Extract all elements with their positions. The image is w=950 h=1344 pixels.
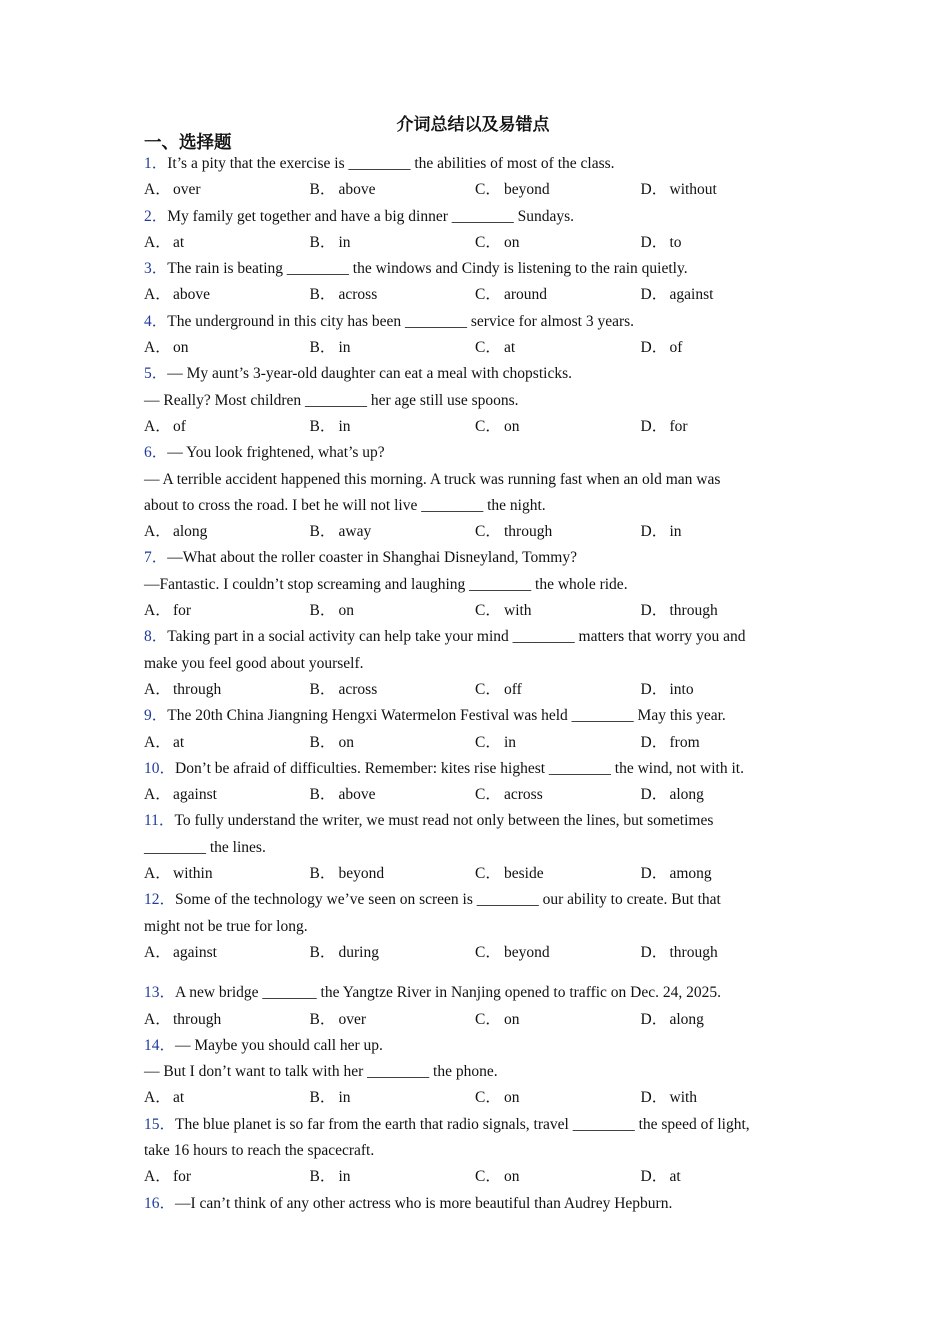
question-stem [144, 756, 814, 782]
question-text: The blue planet is so far from the earth that radio signals, travel ________ the speed of light, [175, 1115, 750, 1133]
option-letter: C． [475, 339, 501, 357]
option-text: for [173, 602, 192, 620]
option-letter: A． [144, 602, 171, 620]
answer-option[interactable] [641, 940, 807, 966]
option-text: with [504, 602, 532, 620]
question-number: 3． [144, 260, 168, 278]
question-number: 8． [144, 628, 168, 646]
answer-option[interactable] [475, 861, 641, 887]
question-stem-continued [144, 651, 814, 677]
option-letter: C． [475, 417, 501, 435]
question-stem [144, 309, 814, 335]
answer-option[interactable] [144, 940, 310, 966]
answer-option[interactable] [144, 1164, 310, 1190]
question-stem [144, 204, 814, 230]
question-text: To fully understand the writer, we must read not only between the lines, but sometimes [174, 812, 714, 830]
question-stem [144, 1033, 814, 1059]
question-number: 13． [144, 984, 176, 1002]
answer-option[interactable] [310, 940, 476, 966]
option-letter: D． [640, 786, 668, 804]
question-text: take 16 hours to reach the spacecraft. [144, 1141, 375, 1159]
answer-option[interactable] [475, 940, 641, 966]
question-text: — A terrible accident happened this morning. A truck was running fast when an old man was [144, 470, 721, 488]
question [144, 624, 814, 703]
answer-option[interactable] [144, 730, 310, 756]
answer-option[interactable] [144, 861, 310, 887]
question-stem [144, 1112, 814, 1138]
answer-option[interactable] [641, 1085, 807, 1111]
question-number: 5． [144, 365, 168, 383]
option-text: on [504, 233, 520, 251]
option-text: on [504, 417, 520, 435]
option-text: above [173, 286, 211, 304]
answer-option[interactable] [475, 730, 641, 756]
answer-option[interactable] [641, 1007, 807, 1033]
option-text: through [669, 602, 718, 620]
answer-option[interactable] [475, 677, 641, 703]
option-text: along [669, 1010, 704, 1028]
question-text: A new bridge _______ the Yangtze River in Nanjing opened to traffic on Dec. 24, 2025. [175, 984, 721, 1002]
option-letter: D． [640, 181, 668, 199]
option-letter: A． [144, 733, 171, 751]
option-letter: C． [475, 233, 501, 251]
question-text: —What about the roller coaster in Shanghai Disneyland, Tommy? [167, 549, 577, 567]
option-text: across [338, 680, 378, 698]
answer-option[interactable] [641, 1164, 807, 1190]
question [144, 887, 814, 966]
question [144, 808, 814, 887]
options-row [144, 519, 814, 545]
answer-option[interactable] [310, 177, 476, 203]
options-row [144, 177, 814, 203]
question-stem-continued [144, 467, 814, 493]
option-letter: C． [475, 1089, 501, 1107]
option-letter: C． [475, 943, 501, 961]
option-text: at [173, 233, 185, 251]
option-letter: D． [640, 865, 668, 883]
question-number: 15． [144, 1115, 176, 1133]
answer-option[interactable] [310, 335, 476, 361]
question-text: make you feel good about yourself. [144, 654, 364, 672]
option-letter: C． [475, 286, 501, 304]
option-text: in [338, 233, 351, 251]
options-row [144, 782, 814, 808]
answer-option[interactable] [310, 1085, 476, 1111]
answer-option[interactable] [144, 1007, 310, 1033]
option-text: against [669, 286, 714, 304]
question-text: Taking part in a social activity can help take your mind ________ matters that worry you and [167, 628, 746, 646]
question-number: 9． [144, 707, 168, 725]
answer-option[interactable] [144, 414, 310, 440]
option-text: from [669, 733, 700, 751]
question-stem-continued [144, 1138, 814, 1164]
option-letter: C． [475, 523, 501, 541]
option-letter: D． [640, 417, 668, 435]
answer-option[interactable] [641, 230, 807, 256]
options-row [144, 861, 814, 887]
answer-option[interactable] [475, 1164, 641, 1190]
option-letter: A． [144, 181, 171, 199]
question-text: — You look frightened, what’s up? [167, 444, 385, 462]
question [144, 980, 814, 1033]
option-letter: D． [640, 233, 668, 251]
option-letter: B． [309, 865, 336, 883]
option-text: across [504, 786, 543, 804]
option-letter: D． [640, 943, 668, 961]
option-text: at [504, 339, 516, 357]
option-text: for [173, 1168, 192, 1186]
answer-option[interactable] [310, 230, 476, 256]
option-letter: A． [144, 233, 171, 251]
option-text: among [669, 865, 712, 883]
option-letter: C． [475, 865, 501, 883]
section-heading: 一、选择题 [144, 132, 232, 152]
answer-option[interactable] [475, 1007, 641, 1033]
question-stem-continued [144, 835, 814, 861]
option-letter: D． [640, 1010, 668, 1028]
answer-option[interactable] [641, 335, 807, 361]
question-text: The underground in this city has been ________ service for almost 3 years. [167, 312, 635, 330]
answer-option[interactable] [310, 1164, 476, 1190]
question-number: 10． [144, 759, 176, 777]
question-stem [144, 703, 814, 729]
option-text: in [338, 339, 351, 357]
question-stem [144, 980, 814, 1006]
option-text: on [504, 1089, 520, 1107]
question-list [144, 151, 814, 1217]
answer-option[interactable] [641, 282, 807, 308]
question-text: My family get together and have a big dinner ________ Sundays. [167, 207, 575, 225]
option-text: on [338, 602, 354, 620]
option-text: in [669, 523, 682, 541]
question [144, 1112, 814, 1191]
option-text: of [669, 339, 683, 357]
question-number: 16． [144, 1194, 176, 1212]
option-letter: A． [144, 865, 171, 883]
answer-option[interactable] [144, 335, 310, 361]
option-letter: C． [475, 733, 501, 751]
answer-option[interactable] [310, 1007, 476, 1033]
answer-option[interactable] [475, 282, 641, 308]
option-text: beyond [504, 181, 550, 199]
answer-option[interactable] [475, 519, 641, 545]
question-number: 2． [144, 207, 168, 225]
question-text: —I can’t think of any other actress who is more beautiful than Audrey Hepburn. [175, 1194, 673, 1212]
answer-option[interactable] [310, 861, 476, 887]
option-text: of [173, 417, 186, 435]
answer-option[interactable] [310, 519, 476, 545]
answer-option[interactable] [144, 677, 310, 703]
question [144, 703, 814, 756]
option-text: through [504, 523, 553, 541]
option-text: to [669, 233, 682, 251]
answer-option[interactable] [475, 782, 641, 808]
question-number: 4． [144, 312, 168, 330]
answer-option[interactable] [475, 598, 641, 624]
option-letter: C． [475, 1168, 501, 1186]
answer-option[interactable] [641, 519, 807, 545]
answer-option[interactable] [641, 598, 807, 624]
answer-option[interactable] [641, 730, 807, 756]
option-letter: A． [144, 339, 171, 357]
option-letter: D． [640, 1168, 668, 1186]
option-text: through [669, 943, 718, 961]
option-letter: A． [144, 1010, 171, 1028]
question-stem [144, 624, 814, 650]
option-text: along [173, 523, 208, 541]
question-text: — Maybe you should call her up. [175, 1036, 383, 1054]
answer-option[interactable] [475, 177, 641, 203]
question-stem [144, 1191, 814, 1217]
option-text: beside [504, 865, 544, 883]
question-text: about to cross the road. I bet he will not live ________ the night. [144, 496, 546, 514]
option-text: across [338, 286, 378, 304]
option-letter: B． [309, 339, 336, 357]
option-text: beyond [338, 865, 385, 883]
option-letter: B． [309, 1168, 336, 1186]
option-text: within [173, 865, 213, 883]
question-text: — Really? Most children ________ her age still use spoons. [144, 391, 519, 409]
answer-option[interactable] [475, 230, 641, 256]
question-text: might not be true for long. [144, 917, 308, 935]
option-letter: B． [309, 943, 336, 961]
option-letter: B． [309, 1010, 336, 1028]
option-text: on [504, 1168, 520, 1186]
option-letter: A． [144, 523, 171, 541]
option-letter: A． [144, 943, 171, 961]
question-text: Some of the technology we’ve seen on screen is ________ our ability to create. But that [175, 891, 721, 909]
question-stem-continued [144, 493, 814, 519]
question-text: — My aunt’s 3-year-old daughter can eat a meal with chopsticks. [167, 365, 572, 383]
answer-option[interactable] [144, 1085, 310, 1111]
answer-option[interactable] [641, 782, 807, 808]
answer-option[interactable] [144, 282, 310, 308]
options-row [144, 282, 814, 308]
option-letter: B． [309, 417, 336, 435]
question-stem-continued [144, 1059, 814, 1085]
option-letter: B． [309, 286, 336, 304]
question [144, 756, 814, 809]
question [144, 1191, 814, 1217]
answer-option[interactable] [144, 519, 310, 545]
option-letter: D． [640, 680, 668, 698]
option-text: off [504, 680, 522, 698]
options-row [144, 1085, 814, 1111]
option-letter: B． [309, 733, 336, 751]
option-text: during [338, 943, 379, 961]
options-row [144, 1007, 814, 1033]
option-text: for [669, 417, 688, 435]
option-letter: B． [309, 1089, 336, 1107]
option-text: at [173, 733, 185, 751]
answer-option[interactable] [641, 414, 807, 440]
option-text: over [338, 1010, 367, 1028]
option-letter: D． [640, 602, 668, 620]
question-text: ________ the lines. [144, 838, 266, 856]
options-row [144, 940, 814, 966]
options-row [144, 230, 814, 256]
question-text: —Fantastic. I couldn’t stop screaming and laughing ________ the whole ride. [144, 575, 628, 593]
question [144, 204, 814, 257]
option-text: at [669, 1168, 681, 1186]
question-stem-continued [144, 388, 814, 414]
question-number: 6． [144, 444, 168, 462]
question-number: 14． [144, 1036, 176, 1054]
question-stem [144, 887, 814, 913]
answer-option[interactable] [475, 414, 641, 440]
option-letter: C． [475, 680, 501, 698]
question-stem [144, 361, 814, 387]
question-number: 11． [144, 812, 175, 830]
document-title: 介词总结以及易错点 [396, 115, 550, 134]
option-text: on [504, 1010, 520, 1028]
option-text: without [669, 181, 717, 199]
question-stem [144, 256, 814, 282]
answer-option[interactable] [475, 1085, 641, 1111]
option-letter: D． [640, 339, 668, 357]
options-row [144, 1164, 814, 1190]
question-text: Don’t be afraid of difficulties. Remember: kites rise highest ________ the wind, not with it. [175, 759, 744, 777]
option-letter: A． [144, 786, 171, 804]
option-letter: B． [309, 181, 336, 199]
question-text: It’s a pity that the exercise is ________ the abilities of most of the class. [167, 155, 615, 172]
option-text: in [504, 733, 517, 751]
answer-option[interactable] [310, 414, 476, 440]
question [144, 309, 814, 362]
option-letter: B． [309, 233, 336, 251]
document-page [144, 112, 814, 1217]
answer-option[interactable] [641, 677, 807, 703]
options-row [144, 414, 814, 440]
option-letter: B． [309, 602, 336, 620]
options-row [144, 677, 814, 703]
question-text: — But I don’t want to talk with her ________ the phone. [144, 1063, 498, 1081]
option-text: above [338, 786, 376, 804]
spacer [144, 966, 814, 980]
question-number: 7． [144, 549, 168, 567]
option-text: on [338, 733, 354, 751]
question-text: The 20th China Jiangning Hengxi Watermelon Festival was held ________ May this year. [167, 707, 726, 725]
option-text: into [669, 680, 694, 698]
answer-option[interactable] [310, 782, 476, 808]
option-letter: A． [144, 286, 171, 304]
option-text: along [669, 786, 704, 804]
option-text: against [173, 943, 217, 961]
option-letter: D． [640, 1089, 668, 1107]
question-stem [144, 808, 814, 834]
option-letter: D． [640, 286, 668, 304]
answer-option[interactable] [144, 782, 310, 808]
options-row [144, 335, 814, 361]
question-text: The rain is beating ________ the windows and Cindy is listening to the rain quietly. [167, 260, 688, 278]
option-letter: C． [475, 181, 501, 199]
question [144, 361, 814, 440]
answer-option[interactable] [310, 730, 476, 756]
option-text: on [173, 339, 189, 357]
answer-option[interactable] [641, 177, 807, 203]
question [144, 1033, 814, 1112]
option-text: around [504, 286, 548, 304]
question [144, 256, 814, 309]
option-text: in [338, 1168, 351, 1186]
option-letter: D． [640, 523, 668, 541]
option-text: beyond [504, 943, 550, 961]
option-letter: C． [475, 786, 501, 804]
option-letter: B． [309, 523, 336, 541]
option-letter: A． [144, 1168, 171, 1186]
answer-option[interactable] [310, 677, 476, 703]
answer-option[interactable] [144, 177, 310, 203]
question-number: 1． [144, 155, 168, 172]
answer-option[interactable] [144, 230, 310, 256]
option-letter: C． [475, 602, 501, 620]
option-text: away [338, 523, 372, 541]
question-stem-continued [144, 914, 814, 940]
option-letter: B． [309, 786, 336, 804]
option-text: through [173, 680, 222, 698]
question [144, 440, 814, 545]
option-letter: C． [475, 1010, 501, 1028]
question [144, 151, 814, 204]
options-row [144, 598, 814, 624]
option-text: through [173, 1010, 222, 1028]
answer-option[interactable] [475, 335, 641, 361]
question-stem-continued [144, 572, 814, 598]
option-letter: A． [144, 417, 171, 435]
option-letter: A． [144, 680, 171, 698]
option-letter: A． [144, 1089, 171, 1107]
question [144, 545, 814, 624]
option-letter: B． [309, 680, 336, 698]
options-row [144, 730, 814, 756]
option-text: above [338, 181, 376, 199]
question-number: 12． [144, 891, 176, 909]
option-text: at [173, 1089, 185, 1107]
question-stem [144, 545, 814, 571]
option-text: in [338, 417, 351, 435]
option-text: with [669, 1089, 698, 1107]
answer-option[interactable] [641, 861, 807, 887]
option-text: in [338, 1089, 351, 1107]
answer-option[interactable] [310, 282, 476, 308]
question-stem [144, 440, 814, 466]
answer-option[interactable] [144, 598, 310, 624]
option-text: over [173, 181, 201, 199]
question-stem [144, 151, 814, 177]
option-letter: D． [640, 733, 668, 751]
option-text: against [173, 786, 217, 804]
answer-option[interactable] [310, 598, 476, 624]
